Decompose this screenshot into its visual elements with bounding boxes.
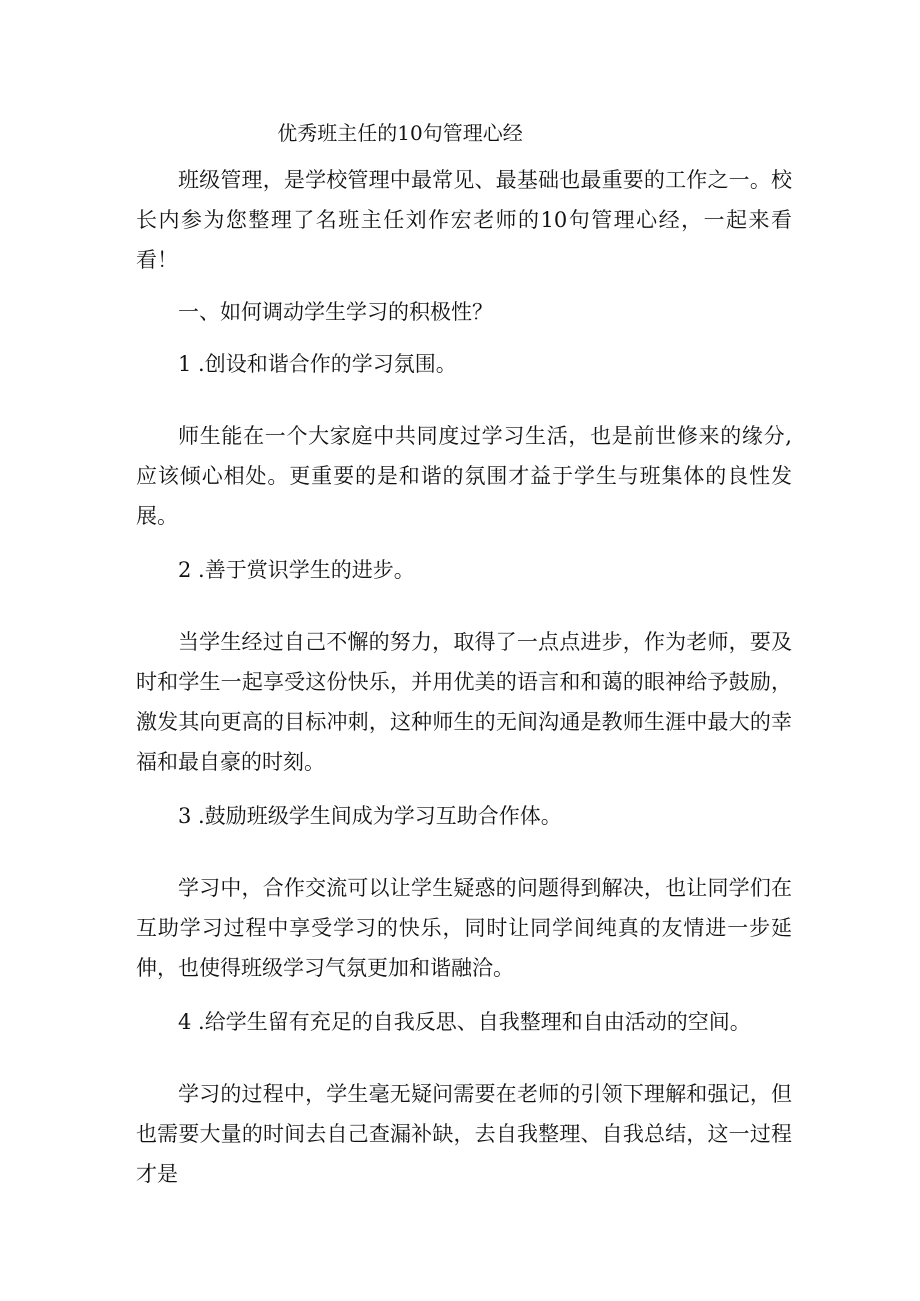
item-3-heading: 3 .鼓励班级学生间成为学习互助合作体。 [178, 804, 562, 828]
item-1-heading: 1 .创设和谐合作的学习氛围。 [178, 352, 457, 376]
item-2-body: 当学生经过自己不懈的努力，取得了一点点进步，作为老师，要及时和学生一起享受这份快乐，并用优美的语言和和蔼的眼神给予鼓励，激发其向更高的目标冲刺，这种师生的无间沟通是教师生涯中最大的幸福和最自豪的时刻。 [136, 630, 792, 774]
item-2-heading: 2 .善于赏识学生的进步。 [178, 558, 415, 582]
intro-paragraph: 班级管理，是学校管理中最常见、最基础也最重要的工作之一。校长内参为您整理了名班主任刘作宏老师的10句管理心经，一起来看看！ [136, 168, 792, 272]
section-1-heading: 一、如何调动学生学习的积极性？ [178, 300, 493, 324]
item-1-body: 师生能在一个大家庭中共同度过学习生活，也是前世修来的缘分,应该倾心相处。更重要的是和谐的氛围才益于学生与班集体的良性发展。 [136, 424, 792, 528]
item-4-heading: 4 .给学生留有充足的自我反思、自我整理和自由活动的空间。 [178, 1010, 751, 1034]
document-title: 优秀班主任的10句管理心经 [277, 121, 523, 145]
document-content [136, 160, 792, 1194]
item-3-body: 学习中，合作交流可以让学生疑惑的问题得到解决，也让同学们在互助学习过程中享受学习的快乐，同时让同学间纯真的友情进一步延伸，也使得班级学习气氛更加和谐融洽。 [136, 876, 792, 980]
item-4-body: 学习的过程中，学生毫无疑问需要在老师的引领下理解和强记，但也需要大量的时间去自己查漏补缺，去自我整理、自我总结，这一过程才是 [136, 1082, 792, 1186]
